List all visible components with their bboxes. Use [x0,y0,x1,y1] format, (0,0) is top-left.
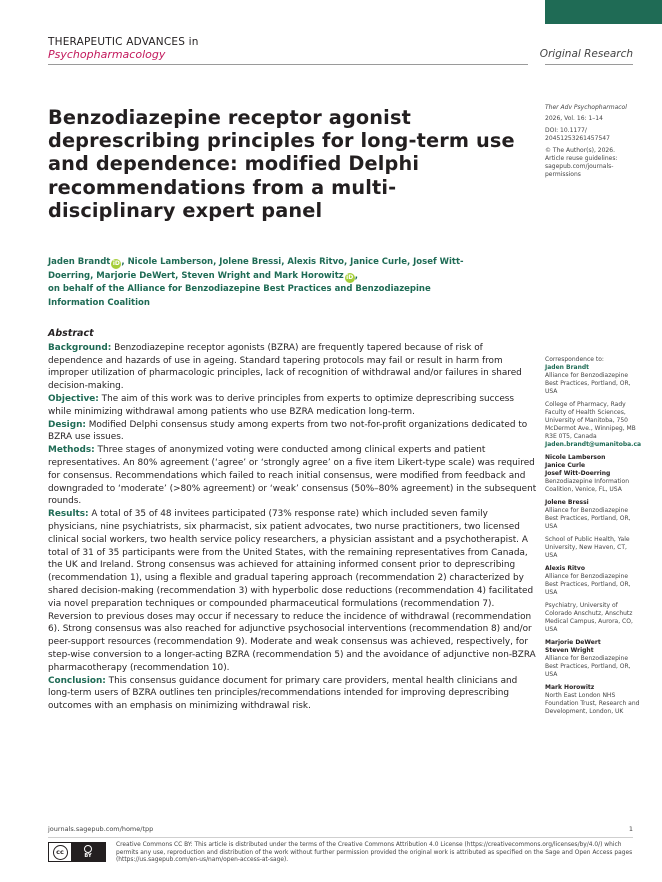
sidebar-doi[interactable]: 20451253261457547 [545,135,610,142]
author-first[interactable]: Jaden Brandt [48,257,111,267]
abstract-results-text: A total of 35 of 48 invitees participated (73% response rate) which included seven family physicians, nine psychiatrists, six pharmacist, six patient advocates, two nurse practitioners, two licensed clinical social workers, two health service policy researchers, a physician assistant and a psychotherapist. A total of 31 of 35 participants were from the United States, with the remaining representatives from Canada, the UK and Ireland. Strong consensus was achieved for attaining informed consent prior to deprescribing (recommendation 1), using a flexible and gradual tapering approach (recommendation 2) characterized by shared decision-making (recommendation 3) with hyperbolic dose reductions (recommendation 4) facilitated via novel preparation techniques or compounded pharmaceutical formulations (recommendation 7). Reversion to previous doses may occur if necessary to reduce the incidence of withdrawal (recommendation 6). Strong consensus was also reached for adjunctive psychosocial interventions (recommendation 8) and/or peer-support resources (recommendation 9). Moderate and weak consensus was achieved, respectively, for step-wise conversion to a longer-acting BZRA (recommendation 5) and the avoidance of adjunctive non-BZRA pharmacotherapy (recommendation 10). [48,509,536,673]
affiliation-text: North East London NHS Foundation Trust, Research and Development, London, UK [545,692,640,715]
cc-badge-left [49,843,71,861]
author-group: on behalf of the Alliance for Benzodiazepine Best Practices and Benzodiazepine Information Coalition [48,284,431,308]
abstract-background-label: Background: [48,342,112,353]
sidebar-reuse-link[interactable]: sagepub.com/journals- [545,163,614,170]
abstract-conclusion-text: This consensus guidance document for primary care providers, mental health clinicians and long-term users of BZRA outlines ten principles/recommendations intended for improving deprescribing outcomes with an emphasis on minimizing withdrawal risk. [48,675,518,712]
abstract-conclusion [48,675,538,713]
correspondence-block [545,356,640,721]
journal-name: THERAPEUTIC ADVANCES in [48,36,199,48]
correspondence-email[interactable]: Jaden.brandt@umanitoba.ca [545,441,642,448]
abstract-background-text: Benzodiazepine receptor agonists (BZRA) are frequently tapered because of risk of dependence and hazards of use in ageing. Standard tapering protocols may fail or result in harm from improper utilization of pharmacologic principles, lack of recognition of withdrawal and/or failures in shared decision-making. [48,342,522,392]
abstract-design-text: Modified Delphi consensus study among experts from two not-for-profit organizations dedicated to BZRA use issues. [48,419,528,443]
journal-color-bar [545,0,662,24]
author-list [48,256,488,310]
sidebar-journal: Ther Adv Psychopharmacol [545,104,627,111]
page-number: 1 [628,825,633,833]
sidebar-copyright: © The Author(s), 2026. [545,147,615,154]
sidebar-volume: 2026, Vol. 16: 1–14 [545,115,603,122]
abstract-methods-label: Methods: [48,445,95,456]
footer-divider [48,837,633,838]
abstract-objective-label: Objective: [48,393,99,404]
journal-url[interactable]: journals.sagepub.com/home/tpp [48,825,154,833]
sidebar-doi-label: DOI: 10.1177/ [545,127,587,134]
affiliation-name: Nicole Lamberson [545,454,606,461]
cc-badge-right [71,843,105,861]
article-title: Benzodiazepine receptor agonist deprescribing principles for long-term use and dependence: modified Delphi recommendations from a multi-disciplinary expert panel [48,106,515,222]
affiliation-name: Jolene Bressi [545,499,589,506]
header-divider-right [545,64,633,65]
affiliation-text: School of Public Health, Yale University, New Haven, CT, USA [545,536,630,559]
abstract-design [48,419,538,445]
affiliation-text: Alliance for Benzodiazepine Best Practices, Portland, OR, USA [545,573,631,596]
abstract-objective-text: The aim of this work was to derive principles from experts to optimize deprescribing success while minimizing withdrawal among patients who use BZRA medication long-term. [48,393,515,417]
abstract-heading: Abstract [48,328,94,339]
article-type: Original Research [539,48,633,60]
affiliation-text: Alliance for Benzodiazepine Best Practices, Portland, OR, USA [545,655,631,678]
affiliation-name: Marjorie DeWert [545,639,601,646]
abstract-methods-text: Three stages of anonymized voting were conducted among clinical experts and patient representatives. An 80% agreement (‘agree’ or ‘strongly agree’ on a five item Likert-type scale) was required for consensus. Recommendations which failed to reach initial consensus, were modified from feedback and downgraded to ‘moderate’ (>80% agreement) or ‘weak’ consensus (50%–80% agreement) in the subsequent rounds. [48,445,537,507]
abstract-design-label: Design: [48,419,86,430]
correspondence-label: Correspondence to: [545,356,604,363]
cc-icon: cc [53,845,68,860]
affiliation-text: Psychiatry, University of Colorado Anschutz, Anschutz Medical Campus, Aurora, CO, USA [545,602,633,633]
abstract-objective [48,393,538,419]
affiliation-name: Mark Horowitz [545,684,595,691]
sidebar-reuse-link-2[interactable]: permissions [545,171,581,178]
header-divider [48,64,528,65]
abstract-results-label: Results: [48,509,89,520]
abstract-methods [48,444,538,508]
author-list-middle: , Nicole Lamberson, Jolene Bressi, Alexis Ritvo, Janice Curle, Josef Witt-Doerring, Marjorie DeWert, Steven Wright and Mark Horowitz [48,257,464,281]
cc-by-badge[interactable] [48,842,106,862]
affiliation-name: Janice Curle [545,462,586,469]
correspondence-name: Jaden Brandt [545,364,590,371]
abstract-conclusion-label: Conclusion: [48,675,106,686]
abstract [48,328,538,713]
author-list-suffix: , [354,270,358,281]
attribution-person-icon [84,845,92,853]
orcid-icon[interactable]: iD [346,273,354,281]
license-text: Creative Commons CC BY: This article is distributed under the terms of the Creative Commons Attribution 4.0 License (https://creativecommons.org/licenses/by/4.0/) which permits any use, reproduction and distribution of the work without further permission provided the original work is attributed as specified on the Sage and Open Access pages (https://us.sagepub.com/en-us/nam/open-access-at-sage). [116,842,633,864]
article-metadata [545,104,637,179]
affiliation-text: Benzodiazepine Information Coalition, Venice, FL, USA [545,478,630,493]
affiliation-name: Alexis Ritvo [545,565,585,572]
affiliation-name: Steven Wright [545,647,594,654]
affiliation-text: Alliance for Benzodiazepine Best Practices, Portland, OR, USA [545,507,631,530]
abstract-background [48,342,538,393]
correspondence-aff2: College of Pharmacy, Rady Faculty of Health Sciences, University of Manitoba, 750 McDermot Ave., Winnipeg, MB R3E 0T5, Canada [545,401,636,440]
journal-subtitle: Psychopharmacology [48,48,166,61]
correspondence-aff1: Alliance for Benzodiazepine Best Practices, Portland, OR, USA [545,372,631,395]
orcid-icon[interactable]: iD [112,260,120,267]
cc-by-label: BY [84,853,92,859]
sidebar-reuse-label: Article reuse guidelines: [545,155,618,162]
affiliation-name: Josef Witt-Doerring [545,470,611,477]
abstract-results [48,508,538,674]
